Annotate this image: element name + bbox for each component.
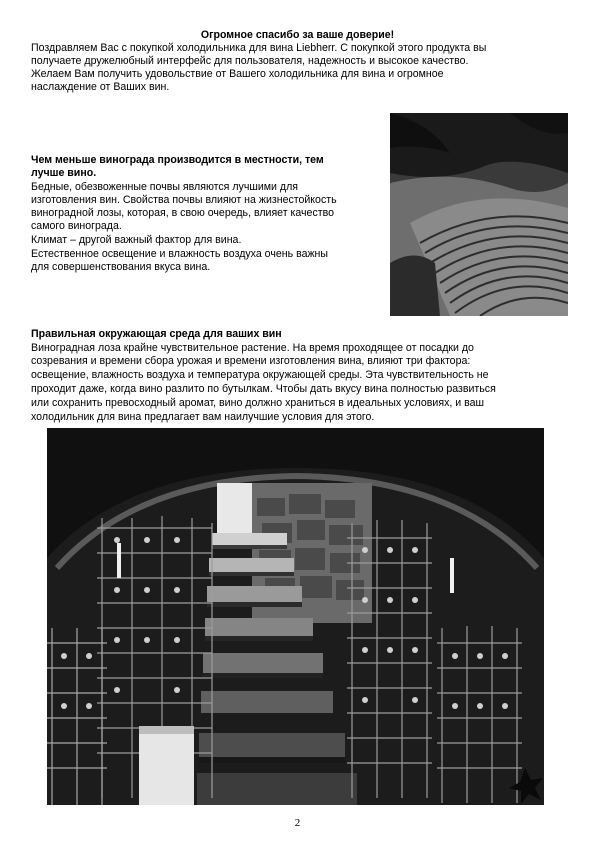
section2-line: или сохранить превосходный аромат, вино должно храниться в идеальных условиях, и ваш [31, 397, 485, 409]
section2-line: проходит даже, когда вино разлито по бутылкам. Чтобы дать вкусу вина полностью развиться [31, 383, 496, 395]
section2-heading: Правильная окружающая среда для ваших вин [31, 328, 282, 340]
intro-line: наслаждение от Ваших вин. [31, 81, 170, 93]
section2-line: холодильник для вина предлагает вам наилучшие условия для этого. [31, 411, 375, 423]
section1-heading: Чем меньше винограда производится в местности, тем [31, 154, 324, 166]
section2-line: созревания и времени сбора урожая и времени изготовления вина, влияют три фактора: [31, 355, 471, 367]
section2-line: освещение, влажность воздуха и температура окружающей среды. Эта чувствительность не [31, 369, 489, 381]
section1-line: самого винограда. [31, 220, 122, 232]
intro-line: Поздравляем Вас с покупкой холодильника для вина Liebherr. С покупкой этого продукта вы [31, 42, 487, 54]
intro-line: Желаем Вам получить удовольствие от Вашего холодильника для вина и огромное [31, 68, 444, 80]
section1-line: Бедные, обезвоженные почвы являются лучшими для [31, 181, 299, 193]
section1-line: виноградной лозы, которая, в свою очередь, влияет качество [31, 207, 335, 219]
vineyard-photo [390, 113, 568, 316]
section1-line: для совершенствования вкуса вина. [31, 261, 211, 273]
section1-line: Естественное освещение и влажность воздуха очень важны [31, 248, 329, 260]
section1-heading: лучше вино. [31, 167, 97, 179]
page-number: 2 [294, 817, 301, 829]
section1-line: Климат – другой важный фактор для вина. [31, 234, 242, 246]
intro-line: получаете дружелюбный интерфейс для пользователя, надежность и высокое качество. [31, 55, 469, 67]
wine-cellar-photo [47, 428, 544, 805]
section2-line: Виноградная лоза крайне чувствительное растение. На время проходящее от посадки до [31, 342, 474, 354]
page-title: Огромное спасибо за ваше доверие! [200, 29, 395, 41]
section1-line: изготовления вин. Свойства почвы влияют на жизнестойкость [31, 194, 337, 206]
